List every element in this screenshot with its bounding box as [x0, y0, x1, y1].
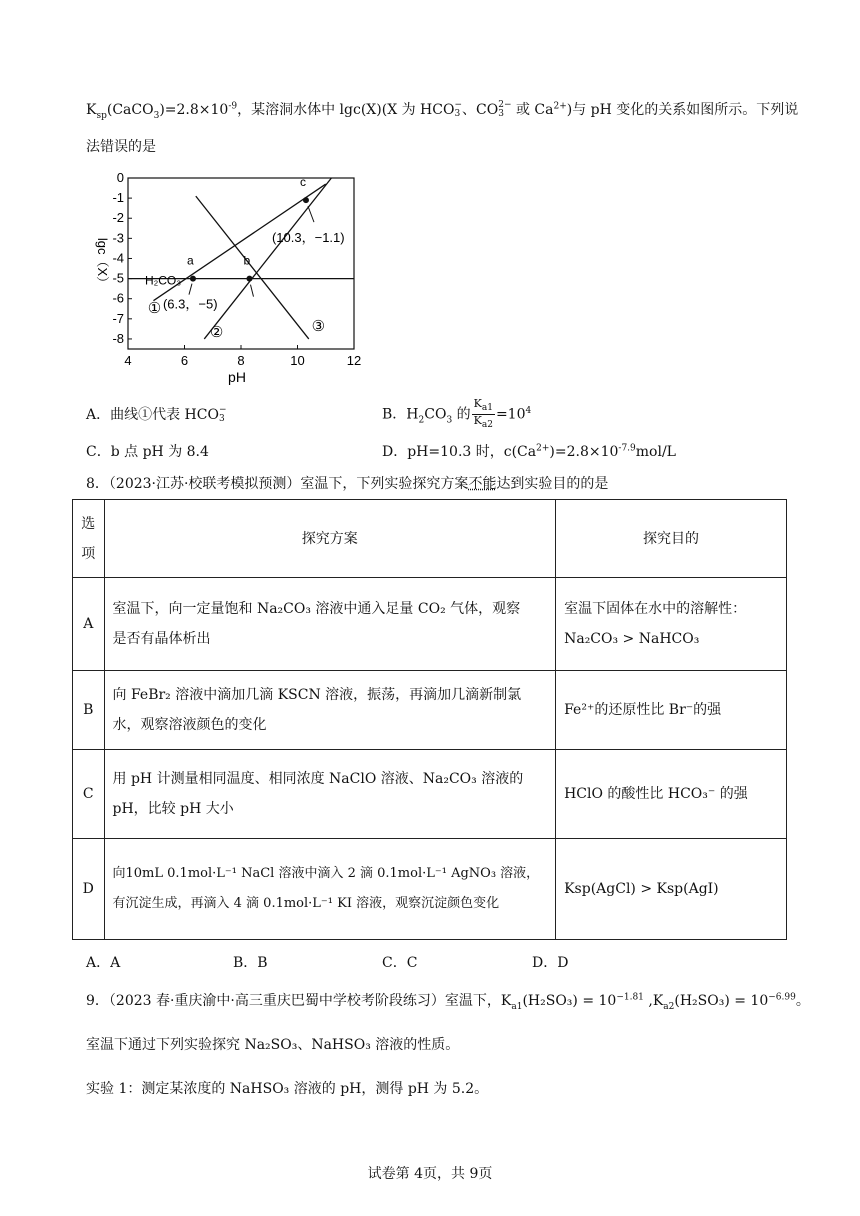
y-tick-label: -7 [112, 310, 124, 326]
h2co3-label: H₂CO₃ [144, 273, 182, 288]
data-point [303, 197, 309, 203]
plan-cell: 向10mL 0.1mol·L⁻¹ NaCl 溶液中滴入 2 滴 0.1mol·L⁻¹ AgNO₃ 溶液， 有沉淀生成，再滴入 4 滴 0.1mol·L⁻¹ KI 溶液，观察沉淀颜色变化 [104, 839, 556, 940]
y-tick-label: -6 [112, 290, 124, 306]
header-goal: 探究目的 [556, 500, 787, 578]
point-annotation: (6.3，−5) [162, 296, 218, 312]
page-footer: 试卷第 4页，共 9页 [367, 1166, 493, 1182]
q9-line3: 实验 1：测定某浓度的 NaHSO₃ 溶液的 pH，测得 pH 为 5.2。 [86, 1081, 489, 1097]
y-axis-label: lgc（X） [95, 237, 110, 290]
y-tick-label: 0 [116, 170, 124, 185]
series-line [204, 178, 331, 339]
y-tick-label: -8 [112, 330, 124, 346]
q7-option-b: B．$H_2CO_3$ 的 $\frac{K_{a1}}{K_{a2}}$ $=10^4$ [382, 397, 532, 431]
table-row: D 向10mL 0.1mol·L⁻¹ NaCl 溶液中滴入 2 滴 0.1mol·L⁻¹ AgNO₃ 溶液， 有沉淀生成，再滴入 4 滴 0.1mol·L⁻¹ KI 溶液，观察沉淀颜色变化 Ksp(AgCl) > Ksp(AgI) [73, 839, 787, 940]
y-tick-label: -1 [112, 190, 124, 206]
arrow [250, 285, 253, 297]
goal-cell: Ksp(AgCl) > Ksp(AgI) [556, 839, 787, 940]
q8-answer-c: C．C [382, 955, 418, 971]
table-header [73, 500, 787, 578]
y-tick-label: -5 [112, 270, 124, 286]
q7-intro-line2: 法错误的是 [86, 139, 156, 155]
arrow [189, 284, 192, 295]
y-tick-label: -4 [112, 250, 124, 266]
table-row: B 向 FeBr₂ 溶液中滴加几滴 KSCN 溶液，振荡，再滴加几滴新制氯 水，观察溶液颜色的变化 Fe²⁺的还原性比 Br⁻的强 [73, 671, 787, 750]
point-label: c [299, 175, 306, 190]
point-label: b [243, 253, 251, 268]
curve-label: ① [147, 299, 162, 317]
q8-title: 8．（2023·江苏·校联考模拟预测）室温下，下列实验探究方案不能达到实验目的的是 [86, 476, 609, 492]
x-tick-label: 8 [237, 353, 245, 368]
experiment-table [72, 499, 787, 940]
arrow [308, 206, 314, 222]
q8-answer-d: D．D [532, 955, 569, 971]
point-label: a [186, 253, 194, 268]
header-plan: 探究方案 [104, 500, 556, 578]
x-tick-label: 4 [124, 353, 132, 368]
q9-line1: 9．（2023 春·重庆渝中·高三重庆巴蜀中学校考阶段练习）室温下，$K_{a1}(H_2SO_3) = 10^{-1.81}$ $,K_{a2}(H_2SO_3) = 10^{-6.99}$。 [86, 992, 810, 1012]
goal-cell: 室温下固体在水中的溶解性： Na₂CO₃ > NaHCO₃ [556, 578, 787, 671]
q7-option-a: A．曲线①代表 HCO − 3 [86, 405, 227, 424]
x-tick-label: 6 [180, 353, 189, 368]
x-axis-label: pH [228, 369, 246, 385]
curve-label: ③ [311, 317, 326, 335]
lgc-ph-chart [86, 166, 376, 386]
header-option: 选 项 [73, 500, 105, 578]
q7-option-c: C．b 点 pH 为 8.4 [86, 444, 209, 460]
series-line [196, 196, 309, 339]
curve-label: ② [209, 323, 224, 341]
q7-option-d: D．pH=10.3 时，$c(Ca^{2+})=2.8\times 10^{-7.9}mol/L$ [382, 443, 676, 460]
y-tick-label: -2 [112, 210, 124, 226]
plan-cell: 用 pH 计测量相同温度、相同浓度 NaClO 溶液、Na₂CO₃ 溶液的 pH，比较 pH 大小 [104, 750, 556, 839]
goal-cell: Fe²⁺的还原性比 Br⁻的强 [556, 671, 787, 750]
y-tick-label: -3 [112, 230, 124, 246]
plan-cell: 向 FeBr₂ 溶液中滴加几滴 KSCN 溶液，振荡，再滴加几滴新制氯 水，观察溶液颜色的变化 [104, 671, 556, 750]
data-point [190, 276, 196, 282]
point-annotation: (10.3，−1.1) [271, 230, 345, 246]
x-tick-label: 12 [346, 353, 362, 368]
q8-answer-a: A．A [86, 955, 121, 971]
plan-cell: 室温下，向一定量饱和 Na₂CO₃ 溶液中通入足量 CO₂ 气体，观察 是否有晶体析出 [104, 578, 556, 671]
goal-cell: HClO 的酸性比 HCO₃⁻ 的强 [556, 750, 787, 839]
data-point [246, 276, 252, 282]
q8-answer-b: B．B [233, 955, 268, 971]
q9-line2: 室温下通过下列实验探究 Na₂SO₃、NaHSO₃ 溶液的性质。 [86, 1037, 460, 1053]
q7-intro-line1: $K_{sp}(CaCO_3)=2.8\times 10^{-9}$，某溶洞水体中 lgc(X)(X 为 HCO − 3 、CO 2− 3 或 $Ca^{2+}$)与 pH 变化的关系如图所示。下列说 [86, 100, 799, 121]
table-row: C 用 pH 计测量相同温度、相同浓度 NaClO 溶液、Na₂CO₃ 溶液的 pH，比较 pH 大小 HClO 的酸性比 HCO₃⁻ 的强 [73, 750, 787, 839]
x-tick-label: 10 [290, 353, 305, 368]
table-row: A 室温下，向一定量饱和 Na₂CO₃ 溶液中通入足量 CO₂ 气体，观察 是否有晶体析出 室温下固体在水中的溶解性： Na₂CO₃ > NaHCO₃ [73, 578, 787, 671]
